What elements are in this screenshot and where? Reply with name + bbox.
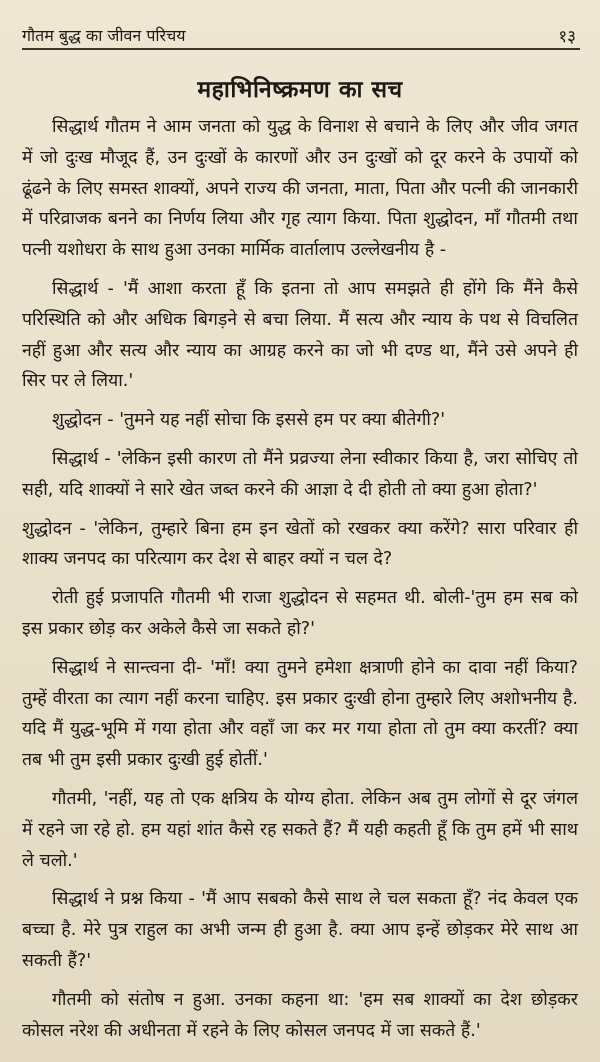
paragraph: सिद्धार्थ - 'मैं आशा करता हूँ कि इतना तो आप समझते ही होंगे कि मैंने कैसे परिस्थिति को और अधिक बिगड़ने से बचा लिया. मैं सत्य और न्याय के पथ से विचलित नहीं हुआ और सत्य और न्याय का आग्रह करने का जो भी दण्ड था, मैंने उसे अपने ही सिर पर ले लिया.' [22, 278, 578, 392]
running-title: गौतम बुद्ध का जीवन परिचय [22, 26, 186, 45]
body-text [22, 112, 578, 1054]
paragraph: रोती हुई प्रजापति गौतमी भी राजा शुद्धोदन से सहमत थी. बोली-'तुम हम सब को इस प्रकार छोड़ कर अकेले कैसे जा सकते हो?' [22, 588, 578, 639]
paragraph: सिद्धार्थ - 'लेकिन इसी कारण तो मैंने प्रव्रज्या लेना स्वीकार किया है, जरा सोचिए तो सही, यदि शाक्यों ने सारे खेत जब्त करने की आज्ञा दे दी होती तो क्या हुआ होता?' [22, 448, 578, 500]
paragraph: गौतमी, 'नहीं, यह तो एक क्षत्रिय के योग्य होता. लेकिन अब तुम लोगों से दूर जंगल में रहने जा रहे हो. हम यहां शांत कैसे रह सकते हैं? मैं यही कहती हूँ कि तुम हमें भी साथ ले चलो.' [22, 788, 578, 871]
paragraph: सिद्धार्थ गौतम ने आम जनता को युद्ध के विनाश से बचाने के लिए और जीव जगत में जो दुःख मौजूद हैं, उन दुःखों के कारणों और उन दुःखों को दूर करने के उपायों को ढूंढने के लिए समस्त शाक्यों, अपने राज्य की जनता, माता, पिता और पत्नी की जानकारी में परिव्राजक बनने का निर्णय लिया और गृह त्याग किया. पिता शुद्धोदन, माँ गौतमी तथा पत्नी यशोधरा के साथ हुआ उनका मार्मिक वार्तालाप उल्लेखनीय है - [22, 117, 578, 261]
paragraph: शुद्धोदन - 'तुमने यह नहीं सोचा कि इससे हम पर क्या बीतेगी?' [52, 410, 446, 431]
paragraph: गौतमी को संतोष न हुआ. उनका कहना था: 'हम सब शाक्यों का देश छोड़कर कोसल नरेश की अधीनता में रहने के लिए कोसल जनपद में जा सकते हैं.' [22, 989, 578, 1041]
page-header [22, 14, 580, 50]
chapter-title: महाभिनिष्क्रमण का सच [197, 77, 403, 103]
paragraph: सिद्धार्थ ने सान्त्वना दी- 'माँ! क्या तुमने हमेशा क्षत्राणी होने का दावा नहीं किया? तुम्हें वीरता का त्याग नहीं करना चाहिए. इस प्रकार दुःखी होना तुम्हारे लिए अशोभनीय है. यदि मैं युद्ध-भूमि में गया होता और वहाँ जा कर मर गया होता तो तुम क्या करतीं? क्या तब भी तुम इसी प्रकार दुःखी हुई होतीं.' [22, 657, 578, 771]
paragraph: सिद्धार्थ ने प्रश्न किया - 'मैं आप सबको कैसे साथ ले चल सकता हूँ? नंद केवल एक बच्चा है. मेरे पुत्र राहुल का अभी जन्म ही हुआ है. क्या आप इन्हें छोड़कर मेरे साथ आ सकती हैं?' [22, 889, 578, 971]
paragraph: शुद्धोदन - 'लेकिन, तुम्हारे बिना हम इन खेतों को रखकर क्या करेंगे? सारा परिवार ही शाक्य जनपद का परित्याग कर देश से बाहर क्यों न चल दे? [22, 518, 578, 570]
page-number: १३ [558, 27, 576, 47]
